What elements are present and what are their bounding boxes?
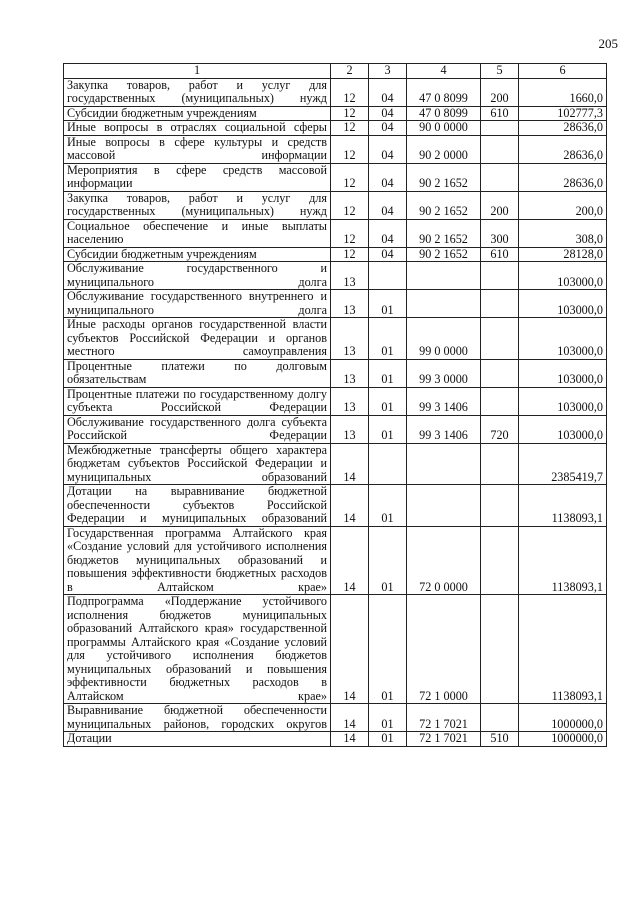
row-section-cell: 12 bbox=[331, 78, 369, 106]
row-amount-cell: 28636,0 bbox=[519, 135, 607, 163]
row-name-cell: Процентные платежи по долговым обязательствам bbox=[64, 359, 331, 387]
row-amount-cell: 102777,3 bbox=[519, 106, 607, 121]
row-expense-type-cell: 720 bbox=[481, 415, 519, 443]
row-subsection-cell: 01 bbox=[369, 415, 407, 443]
row-name-cell: Иные вопросы в отраслях социальной сферы bbox=[64, 121, 331, 136]
row-subsection-cell: 04 bbox=[369, 219, 407, 247]
row-amount-cell: 1138093,1 bbox=[519, 526, 607, 595]
table-row bbox=[64, 704, 607, 732]
table-row bbox=[64, 135, 607, 163]
table-row bbox=[64, 191, 607, 219]
row-name-cell: Социальное обеспечение и иные выплаты населению bbox=[64, 219, 331, 247]
table-row bbox=[64, 732, 607, 747]
row-expense-type-cell bbox=[481, 485, 519, 527]
row-section-cell: 13 bbox=[331, 318, 369, 360]
row-name-cell: Межбюджетные трансферты общего характера бюджетам субъектов Российской Федерации и муниципальных образований bbox=[64, 443, 331, 485]
row-amount-cell: 103000,0 bbox=[519, 387, 607, 415]
table-header-row bbox=[64, 64, 607, 79]
row-subsection-cell: 04 bbox=[369, 78, 407, 106]
table-row bbox=[64, 247, 607, 262]
row-name-cell: Мероприятия в сфере средств массовой информации bbox=[64, 163, 331, 191]
row-section-cell: 12 bbox=[331, 135, 369, 163]
row-section-cell: 14 bbox=[331, 704, 369, 732]
row-target-code-cell: 72 1 7021 bbox=[407, 704, 481, 732]
row-section-cell: 14 bbox=[331, 485, 369, 527]
row-subsection-cell: 01 bbox=[369, 359, 407, 387]
row-expense-type-cell: 610 bbox=[481, 106, 519, 121]
row-name-cell: Закупка товаров, работ и услуг для государственных (муниципальных) нужд bbox=[64, 78, 331, 106]
row-section-cell: 12 bbox=[331, 106, 369, 121]
row-subsection-cell: 01 bbox=[369, 485, 407, 527]
row-target-code-cell: 99 3 1406 bbox=[407, 387, 481, 415]
row-section-cell: 12 bbox=[331, 163, 369, 191]
row-target-code-cell: 99 3 1406 bbox=[407, 415, 481, 443]
row-subsection-cell: 04 bbox=[369, 106, 407, 121]
row-subsection-cell bbox=[369, 262, 407, 290]
row-amount-cell: 103000,0 bbox=[519, 415, 607, 443]
row-subsection-cell: 01 bbox=[369, 704, 407, 732]
row-name-cell: Иные вопросы в сфере культуры и средств массовой информации bbox=[64, 135, 331, 163]
row-expense-type-cell bbox=[481, 262, 519, 290]
row-amount-cell: 103000,0 bbox=[519, 262, 607, 290]
row-expense-type-cell: 300 bbox=[481, 219, 519, 247]
table-row bbox=[64, 526, 607, 595]
row-subsection-cell: 04 bbox=[369, 191, 407, 219]
page-number: 205 bbox=[598, 36, 618, 51]
column-header-1: 1 bbox=[64, 64, 331, 79]
row-target-code-cell: 47 0 8099 bbox=[407, 106, 481, 121]
row-subsection-cell: 01 bbox=[369, 387, 407, 415]
row-name-cell: Государственная программа Алтайского края «Создание условий для устойчивого исполнения бюджетов муниципальных образований и повышения эффективности бюджетных расходов в Алтайском крае» bbox=[64, 526, 331, 595]
row-name-cell: Субсидии бюджетным учреждениям bbox=[64, 106, 331, 121]
row-section-cell: 14 bbox=[331, 526, 369, 595]
row-target-code-cell bbox=[407, 290, 481, 318]
row-name-cell: Субсидии бюджетным учреждениям bbox=[64, 247, 331, 262]
row-name-cell: Иные расходы органов государственной власти субъектов Российской Федерации и органов местного самоуправления bbox=[64, 318, 331, 360]
row-expense-type-cell bbox=[481, 526, 519, 595]
row-target-code-cell: 90 2 1652 bbox=[407, 247, 481, 262]
row-section-cell: 14 bbox=[331, 732, 369, 747]
row-section-cell: 12 bbox=[331, 121, 369, 136]
row-name-cell: Обслуживание государственного внутреннего и муниципального долга bbox=[64, 290, 331, 318]
row-target-code-cell: 90 0 0000 bbox=[407, 121, 481, 136]
table-row bbox=[64, 387, 607, 415]
row-amount-cell: 28636,0 bbox=[519, 163, 607, 191]
row-expense-type-cell bbox=[481, 387, 519, 415]
column-header-4: 4 bbox=[407, 64, 481, 79]
row-expense-type-cell: 510 bbox=[481, 732, 519, 747]
row-target-code-cell bbox=[407, 485, 481, 527]
row-target-code-cell: 90 2 0000 bbox=[407, 135, 481, 163]
row-section-cell: 12 bbox=[331, 219, 369, 247]
row-subsection-cell: 04 bbox=[369, 121, 407, 136]
table-row bbox=[64, 121, 607, 136]
row-section-cell: 13 bbox=[331, 290, 369, 318]
row-section-cell: 14 bbox=[331, 595, 369, 704]
row-amount-cell: 28128,0 bbox=[519, 247, 607, 262]
table-row bbox=[64, 219, 607, 247]
row-name-cell: Закупка товаров, работ и услуг для государственных (муниципальных) нужд bbox=[64, 191, 331, 219]
row-target-code-cell: 72 1 0000 bbox=[407, 595, 481, 704]
row-target-code-cell: 90 2 1652 bbox=[407, 163, 481, 191]
table-row bbox=[64, 106, 607, 121]
table-row bbox=[64, 290, 607, 318]
row-amount-cell: 103000,0 bbox=[519, 318, 607, 360]
row-name-cell: Обслуживание государственного и муниципального долга bbox=[64, 262, 331, 290]
row-subsection-cell: 04 bbox=[369, 247, 407, 262]
row-section-cell: 13 bbox=[331, 415, 369, 443]
row-section-cell: 13 bbox=[331, 387, 369, 415]
row-section-cell: 12 bbox=[331, 247, 369, 262]
row-amount-cell: 1000000,0 bbox=[519, 704, 607, 732]
row-subsection-cell: 01 bbox=[369, 526, 407, 595]
row-expense-type-cell bbox=[481, 595, 519, 704]
row-amount-cell: 28636,0 bbox=[519, 121, 607, 136]
row-expense-type-cell bbox=[481, 318, 519, 360]
row-amount-cell: 1660,0 bbox=[519, 78, 607, 106]
row-target-code-cell bbox=[407, 262, 481, 290]
row-subsection-cell: 01 bbox=[369, 318, 407, 360]
column-header-3: 3 bbox=[369, 64, 407, 79]
row-expense-type-cell bbox=[481, 290, 519, 318]
table-body bbox=[64, 78, 607, 746]
row-expense-type-cell: 200 bbox=[481, 78, 519, 106]
row-section-cell: 13 bbox=[331, 262, 369, 290]
row-expense-type-cell: 610 bbox=[481, 247, 519, 262]
table-row bbox=[64, 415, 607, 443]
row-amount-cell: 1138093,1 bbox=[519, 595, 607, 704]
column-header-5: 5 bbox=[481, 64, 519, 79]
row-target-code-cell bbox=[407, 443, 481, 485]
table-row bbox=[64, 163, 607, 191]
row-target-code-cell: 72 1 7021 bbox=[407, 732, 481, 747]
row-subsection-cell: 04 bbox=[369, 135, 407, 163]
row-name-cell: Дотации bbox=[64, 732, 331, 747]
row-amount-cell: 103000,0 bbox=[519, 290, 607, 318]
row-subsection-cell: 01 bbox=[369, 290, 407, 318]
row-subsection-cell: 01 bbox=[369, 732, 407, 747]
row-subsection-cell: 04 bbox=[369, 163, 407, 191]
row-expense-type-cell: 200 bbox=[481, 191, 519, 219]
row-section-cell: 14 bbox=[331, 443, 369, 485]
table-row bbox=[64, 359, 607, 387]
row-expense-type-cell bbox=[481, 135, 519, 163]
row-target-code-cell: 99 0 0000 bbox=[407, 318, 481, 360]
table-row bbox=[64, 595, 607, 704]
row-amount-cell: 200,0 bbox=[519, 191, 607, 219]
table-row bbox=[64, 78, 607, 106]
row-expense-type-cell bbox=[481, 163, 519, 191]
row-name-cell: Выравнивание бюджетной обеспеченности муниципальных районов, городских округов bbox=[64, 704, 331, 732]
row-target-code-cell: 99 3 0000 bbox=[407, 359, 481, 387]
row-expense-type-cell bbox=[481, 704, 519, 732]
row-name-cell: Обслуживание государственного долга субъекта Российской Федерации bbox=[64, 415, 331, 443]
row-name-cell: Дотации на выравнивание бюджетной обеспеченности субъектов Российской Федерации и муниципальных образований bbox=[64, 485, 331, 527]
row-name-cell: Подпрограмма «Поддержание устойчивого исполнения бюджетов муниципальных образований Алтайского края» государственной программы Алтайского края «Создание условий для устойчивого исполнения бюджетов муниципальных образований и повышения эффективности бюджетных расходов в Алтайском крае» bbox=[64, 595, 331, 704]
row-expense-type-cell bbox=[481, 443, 519, 485]
table-row bbox=[64, 443, 607, 485]
row-expense-type-cell bbox=[481, 359, 519, 387]
column-header-2: 2 bbox=[331, 64, 369, 79]
row-target-code-cell: 47 0 8099 bbox=[407, 78, 481, 106]
row-subsection-cell bbox=[369, 443, 407, 485]
table-row bbox=[64, 262, 607, 290]
row-subsection-cell: 01 bbox=[369, 595, 407, 704]
table-row bbox=[64, 485, 607, 527]
row-target-code-cell: 72 0 0000 bbox=[407, 526, 481, 595]
row-target-code-cell: 90 2 1652 bbox=[407, 191, 481, 219]
table-row bbox=[64, 318, 607, 360]
row-section-cell: 12 bbox=[331, 191, 369, 219]
row-amount-cell: 103000,0 bbox=[519, 359, 607, 387]
row-amount-cell: 1000000,0 bbox=[519, 732, 607, 747]
row-name-cell: Процентные платежи по государственному долгу субъекта Российской Федерации bbox=[64, 387, 331, 415]
row-amount-cell: 308,0 bbox=[519, 219, 607, 247]
column-header-6: 6 bbox=[519, 64, 607, 79]
row-expense-type-cell bbox=[481, 121, 519, 136]
row-section-cell: 13 bbox=[331, 359, 369, 387]
row-amount-cell: 1138093,1 bbox=[519, 485, 607, 527]
row-target-code-cell: 90 2 1652 bbox=[407, 219, 481, 247]
row-amount-cell: 2385419,7 bbox=[519, 443, 607, 485]
budget-table bbox=[63, 63, 607, 747]
